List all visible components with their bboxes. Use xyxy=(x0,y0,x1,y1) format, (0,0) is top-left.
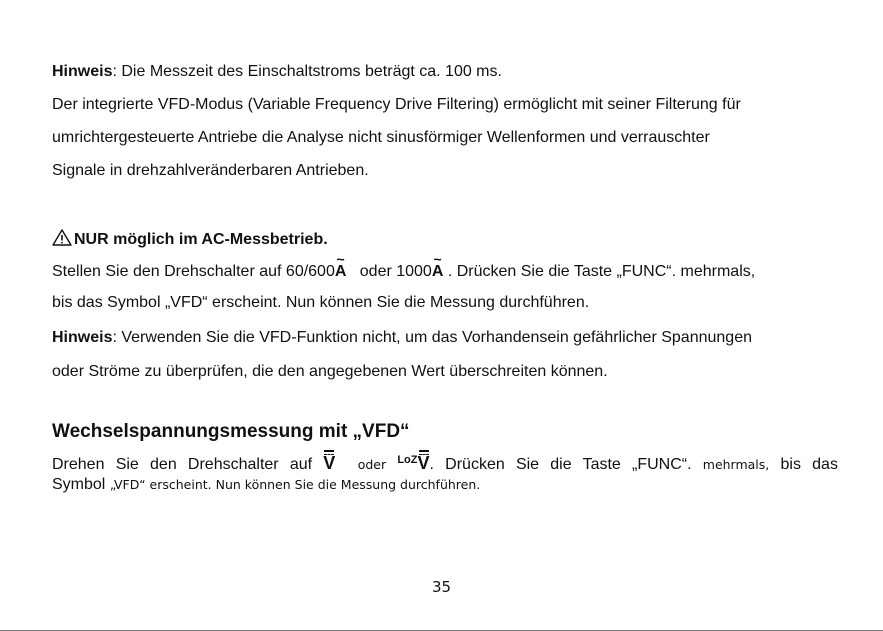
note-inrush-time xyxy=(52,63,502,81)
note-text: : Die Messzeit des Einschaltstroms beträgt ca. 100 ms. xyxy=(112,63,502,80)
ac-current-symbol: ~ A xyxy=(334,251,347,280)
section-heading: Wechselspannungsmessung mit „VFD“ xyxy=(52,421,410,442)
dc-voltage-symbol: V xyxy=(323,453,335,474)
note-text: : Verwenden Sie die VFD-Funktion nicht, um das Vorhandensein gefährlicher Spannungen xyxy=(112,329,752,346)
current-step-line-2: bis das Symbol „VFD“ erscheint. Nun können Sie die Messung durchführen. xyxy=(52,294,590,311)
voltage-step-line-2: Symbol „VFD“ erscheint. Nun können Sie die Messung durchführen. xyxy=(52,476,481,493)
warning-triangle-icon xyxy=(52,229,72,246)
page-number: 35 xyxy=(431,578,452,596)
current-step-text-3: . Drücken Sie die Taste „FUNC“. mehrmals, xyxy=(447,263,756,280)
vfd-intro-line-3: Signale in drehzahlveränderbaren Antrieben. xyxy=(52,162,369,179)
note-vfd-warning xyxy=(52,329,752,347)
ac-only-warning xyxy=(52,229,328,249)
vfd-intro-line-1: Der integrierte VFD-Modus (Variable Frequency Drive Filtering) ermöglicht mit seiner Filterung für xyxy=(52,96,741,113)
note-label: Hinweis xyxy=(52,329,113,346)
current-step-text: Stellen Sie den Drehschalter auf 60/600 xyxy=(52,263,335,280)
loz-label: LoZ xyxy=(397,454,418,466)
current-step-line-1 xyxy=(52,251,756,281)
note-vfd-warning-line-2: oder Ströme zu überprüfen, die den angegebenen Wert überschreiten können. xyxy=(52,363,608,380)
loz-dc-voltage-symbol: V xyxy=(418,453,430,474)
vfd-intro-line-2: umrichtergesteuerte Antriebe die Analyse nicht sinusförmiger Wellenformen und verrauschter xyxy=(52,129,710,146)
note-label: Hinweis xyxy=(52,63,113,80)
ac-only-text: NUR möglich im AC-Messbetrieb. xyxy=(74,231,328,248)
current-step-text-2: oder 1000 xyxy=(359,263,432,280)
ac-current-symbol-1000: ~ A xyxy=(431,251,444,280)
voltage-step-line-1: Drehen Sie den Drehschalter auf V oder $^{LoZ}$ V. Drücken Sie die Taste „FUNC“. mehrmals, bis das xyxy=(52,453,838,474)
